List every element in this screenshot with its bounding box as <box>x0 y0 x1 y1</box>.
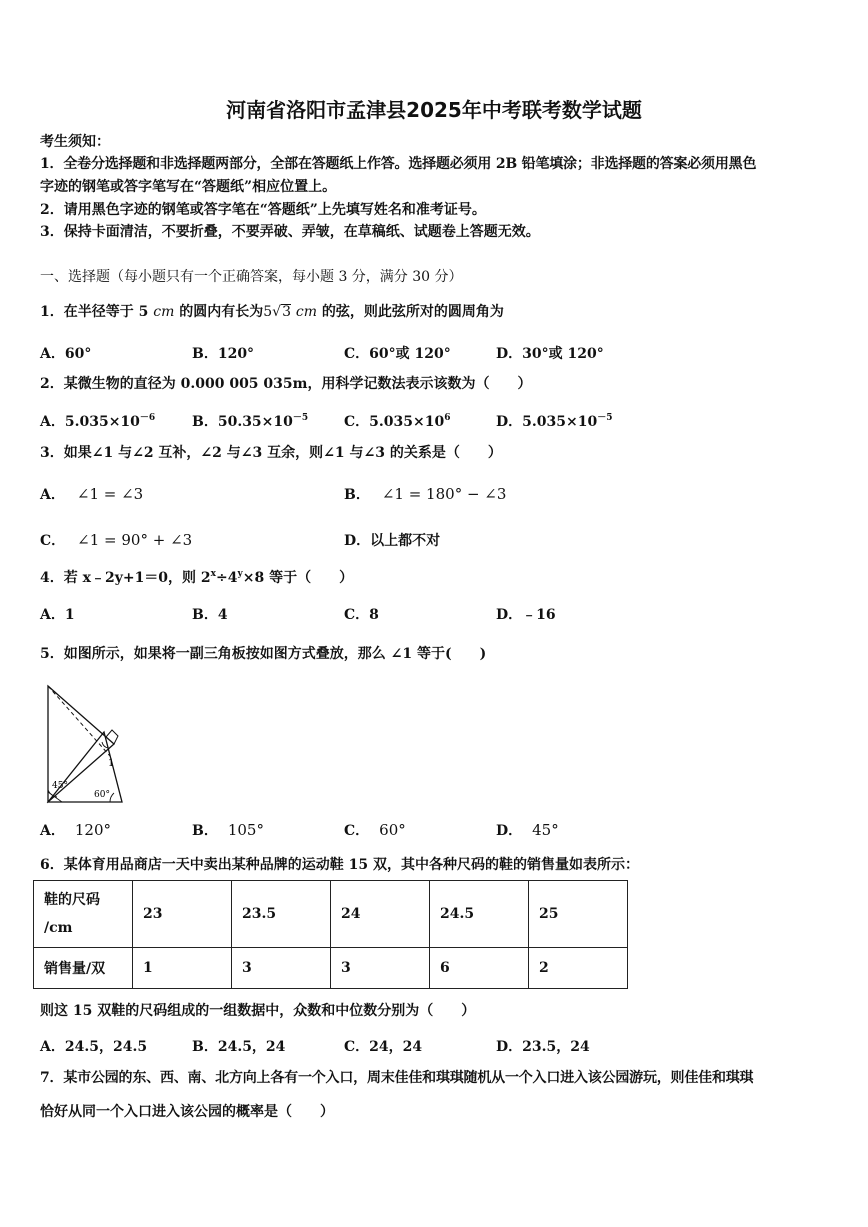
q3-option-b <box>344 484 506 504</box>
q2-option-d-exponent: －5 <box>597 413 613 423</box>
notice-line-2: 2．请用黑色字迹的钢笔或答字笔在“答题纸”上先填写姓名和准考证号。 <box>40 202 486 218</box>
section-heading: 一、选择题（每小题只有一个正确答案，每小题 3 分，满分 30 分） <box>40 269 463 285</box>
label-45: 45° <box>52 781 68 791</box>
triangle-figure <box>42 680 132 808</box>
q5-option-d <box>496 820 559 840</box>
q4-option-d: D．﹣16 <box>496 607 556 623</box>
q4-stem-part-a: 4．若 x﹣2y+1＝0，则 2 <box>40 570 211 586</box>
table-cell: 23 <box>133 881 232 948</box>
q2-option-a-exponent: －6 <box>139 413 156 423</box>
q1-unit-2: cm <box>295 304 317 320</box>
q3-option-d: D．以上都不对 <box>344 533 441 549</box>
notice-line-1a: 1．全卷分选择题和非选择题两部分，全部在答题纸上作答。选择题必须用 2B 铅笔填涂；非选择题的答案必须用黑色 <box>40 156 757 172</box>
q2-option-c-exponent: 6 <box>444 413 451 423</box>
q6-option-a: A．24.5，24.5 <box>40 1039 148 1055</box>
table-cell: 1 <box>133 948 232 989</box>
table-row-counts <box>34 948 628 989</box>
q5-option-c-label: C． <box>344 823 370 839</box>
q6-option-d: D．23.5，24 <box>496 1039 590 1055</box>
q5-option-c-value: 60° <box>379 821 406 839</box>
q5-option-a-label: A． <box>40 823 65 839</box>
q2-option-a-label: A．5.035×10 <box>40 414 140 430</box>
notice-line-3: 3．保持卡面清洁，不要折叠，不要弄破、弄皱，在草稿纸、试题卷上答题无效。 <box>40 224 540 240</box>
q3-option-c-math: ∠1 = 90° + ∠3 <box>77 531 193 549</box>
question-6-stem: 6．某体育用品商店一天中卖出某种品牌的运动鞋 15 双，其中各种尺码的鞋的销售量如表所示： <box>40 857 639 873</box>
table-cell: 3 <box>331 948 430 989</box>
q4-exponent-y: y <box>237 569 243 579</box>
label-60: 60° <box>94 790 110 800</box>
shoe-size-table <box>33 880 628 989</box>
q4-option-a: A．1 <box>40 607 75 623</box>
q1-coefficient: 5 <box>263 304 273 320</box>
question-2-stem: 2．某微生物的直径为 0.000 005 035m，用科学记数法表示该数为（ ） <box>40 376 532 392</box>
q2-option-b <box>192 411 308 431</box>
table-header-size-unit: /cm <box>44 920 73 936</box>
q3-option-a <box>40 484 143 504</box>
angle-arc-60 <box>110 793 114 802</box>
q1-option-b: B．120° <box>192 346 255 362</box>
q5-option-a-value: 120° <box>74 821 112 839</box>
dashed-line <box>48 686 110 756</box>
q6-option-b: B．24.5，24 <box>192 1039 286 1055</box>
q5-option-d-value: 45° <box>532 821 559 839</box>
q1-stem-part-c: 的弦，则此弦所对的圆周角为 <box>317 304 504 320</box>
q3-option-b-math: ∠1 = 180° − ∠3 <box>381 485 507 503</box>
q1-radicand: 3 <box>282 304 291 320</box>
question-5-stem: 5．如图所示，如果将一副三角板按如图方式叠放，那么 ∠1 等于( ) <box>40 646 487 662</box>
question-7-line-1: 7．某市公园的东、西、南、北方向上各有一个入口，周末佳佳和琪琪随机从一个入口进入该公园游玩，则佳佳和琪琪 <box>40 1070 754 1086</box>
table-row-sizes <box>34 881 628 948</box>
q4-exponent-x: x <box>210 569 217 579</box>
q3-option-c-label: C． <box>40 533 66 549</box>
q4-divide-4: ÷4 <box>216 570 238 586</box>
question-3-stem: 3．如果∠1 与∠2 互补，∠2 与∠3 互余，则∠1 与∠3 的关系是（ ） <box>40 445 502 461</box>
q5-option-b-label: B． <box>192 823 218 839</box>
question-6-follow: 则这 15 双鞋的尺码组成的一组数据中，众数和中位数分别为（ ） <box>40 1003 476 1019</box>
notice-line-1b: 字迹的钢笔或答字笔写在“答题纸”相应位置上。 <box>40 179 337 195</box>
q4-option-b: B．4 <box>192 607 228 623</box>
table-cell: 24.5 <box>430 881 529 948</box>
q6-option-c: C．24，24 <box>344 1039 423 1055</box>
q5-option-a <box>40 820 111 840</box>
q1-option-c: C．60°或 120° <box>344 346 451 362</box>
q3-option-a-label: A． <box>40 487 65 503</box>
q3-option-a-math: ∠1 = ∠3 <box>76 485 144 503</box>
q2-option-c <box>344 411 450 431</box>
table-cell: 25 <box>529 881 628 948</box>
question-1-stem <box>40 302 504 322</box>
q5-option-b <box>192 820 264 840</box>
q2-option-b-label: B．50.35×10 <box>192 414 293 430</box>
table-cell: 3 <box>232 948 331 989</box>
table-cell: 23.5 <box>232 881 331 948</box>
q2-option-d <box>496 411 612 431</box>
label-angle-1: 1 <box>108 758 115 769</box>
q5-option-c <box>344 820 406 840</box>
q1-unit-1: cm <box>153 304 175 320</box>
q1-option-d: D．30°或 120° <box>496 346 604 362</box>
q4-option-c: C．8 <box>344 607 379 623</box>
q4-stem-part-b: ×8 等于（ ） <box>242 570 354 586</box>
q2-option-b-exponent: －5 <box>292 413 309 423</box>
table-cell: 2 <box>529 948 628 989</box>
radical-sign: √ <box>272 304 282 320</box>
table-cell: 24 <box>331 881 430 948</box>
q3-option-c <box>40 530 192 550</box>
table-header-count: 销售量/双 <box>34 948 133 989</box>
question-7-line-2: 恰好从同一个入口进入该公园的概率是（ ） <box>40 1104 334 1120</box>
q5-option-b-value: 105° <box>227 821 264 839</box>
q5-option-d-label: D． <box>496 823 523 839</box>
notice-heading: 考生须知： <box>40 134 110 150</box>
table-header-size <box>34 881 133 948</box>
q2-option-d-label: D．5.035×10 <box>496 414 598 430</box>
table-header-size-text: 鞋的尺码 <box>44 892 100 908</box>
table-cell: 6 <box>430 948 529 989</box>
q3-option-b-label: B． <box>344 487 370 503</box>
q2-option-a <box>40 411 155 431</box>
question-4-stem <box>40 568 353 588</box>
q2-option-c-label: C．5.035×10 <box>344 414 445 430</box>
q1-stem-part-a: 1．在半径等于 5 <box>40 304 149 320</box>
exam-title: 河南省洛阳市孟津县2025年中考联考数学试题 <box>226 98 642 122</box>
q1-option-a: A．60° <box>40 346 92 362</box>
q1-stem-part-b: 的圆内有长为 <box>174 304 264 320</box>
